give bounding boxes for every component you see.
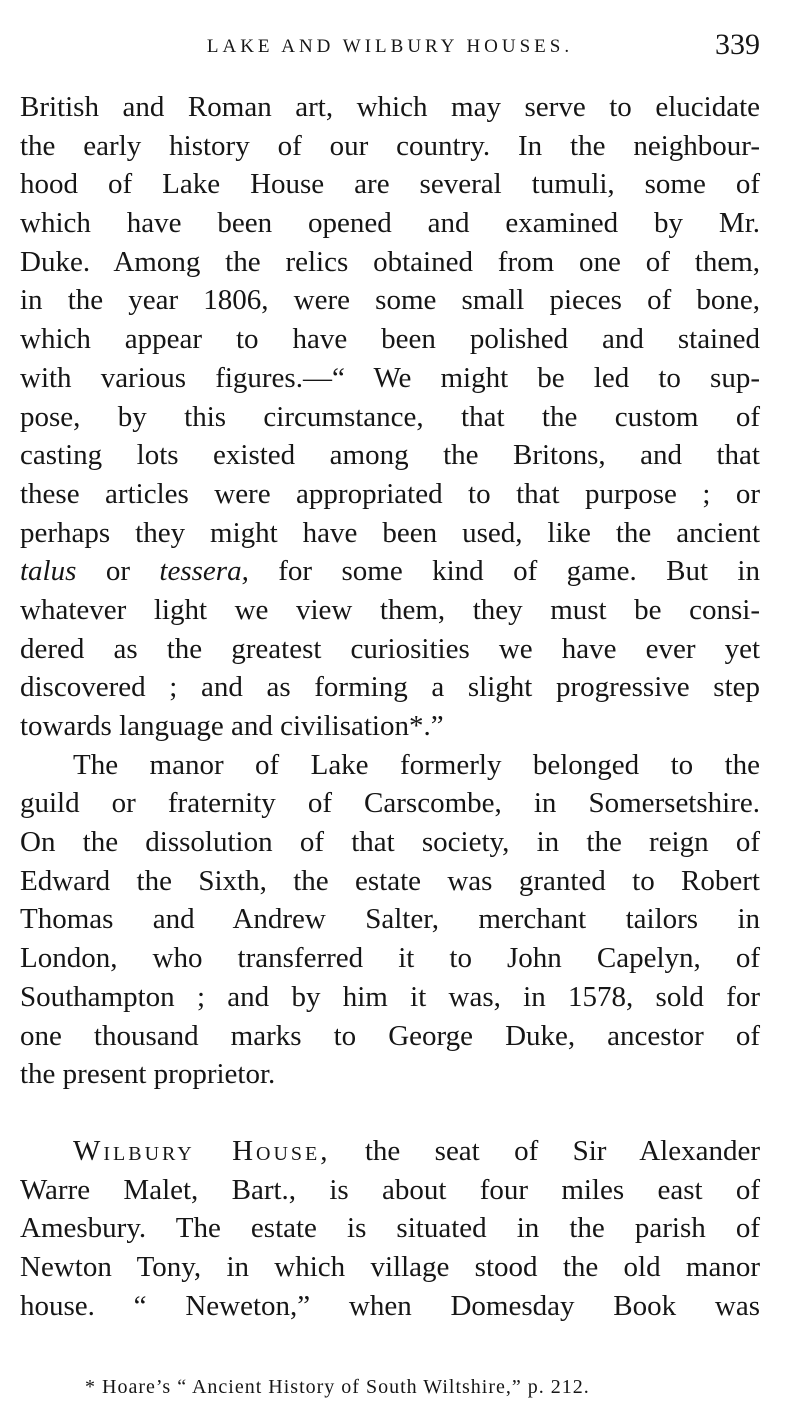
text-line: casting lots existed among the Britons, and that [20, 439, 760, 472]
section-gap [20, 1094, 760, 1132]
text-line-italic-terms [20, 552, 760, 591]
text-line: British and Roman art, which may serve to elucidate [20, 91, 760, 123]
footnote: * Hoare’s “ Ancient History of South Wiltshire,” p. 212. [85, 1376, 590, 1398]
text-line: Newton Tony, in which village stood the old manor [20, 1250, 760, 1283]
text-line: The manor of Lake formerly belonged to the [73, 748, 760, 781]
text-line: Southampton ; and by him it was, in 1578, sold for [20, 980, 760, 1013]
text-line: discovered ; and as forming a slight progressive step [20, 671, 760, 704]
italic-tessera: tessera, [159, 555, 249, 588]
text-line: the early history of our country. In the neighbour- [20, 129, 760, 162]
text-line: towards language and civilisation*.” [20, 710, 444, 742]
text-line: these articles were appropriated to that purpose ; or [20, 477, 760, 510]
text-line: in the year 1806, were some small pieces of bone, [20, 284, 760, 317]
text-line: Warre Malet, Bart., is about four miles east of [20, 1173, 760, 1206]
text-line: Duke. Among the relics obtained from one of them, [20, 245, 760, 278]
italic-talus: talus [20, 555, 77, 588]
text-line: perhaps they might have been used, like the ancient [20, 516, 760, 549]
text-line: guild or fraternity of Carscombe, in Somersetshire. [20, 787, 760, 820]
text-line: London, who transferred it to John Capelyn, of [20, 942, 760, 975]
body-text [20, 88, 760, 1325]
text-line-wilbury [20, 1132, 760, 1171]
text-line: the present proprietor. [20, 1058, 276, 1091]
text-line: which appear to have been polished and stained [20, 323, 760, 356]
text-line: which have been opened and examined by Mr. [20, 207, 760, 240]
page-number: 339 [715, 28, 760, 61]
text-line: dered as the greatest curiosities we have ever yet [20, 632, 760, 665]
text-line: pose, by this circumstance, that the custom of [20, 400, 760, 433]
text-line: whatever light we view them, they must be consi- [20, 593, 760, 626]
text-line: one thousand marks to George Duke, ancestor of [20, 1019, 760, 1052]
text-line: hood of Lake House are several tumuli, some of [20, 168, 760, 201]
small-caps-heading: Wilbury House, [73, 1134, 331, 1167]
text-fragment: the seat of Sir Alexander [330, 1134, 760, 1167]
text-line: house. “ Neweton,” when Domesday Book was [20, 1289, 760, 1322]
text-line: Edward the Sixth, the estate was granted to Robert [20, 864, 760, 897]
text-line: Amesbury. The estate is situated in the parish of [20, 1212, 760, 1245]
text-fragment: or [76, 555, 160, 588]
text-line: Thomas and Andrew Salter, merchant tailors in [20, 903, 760, 936]
text-line: with various figures.—“ We might be led to sup- [20, 361, 760, 394]
running-title: LAKE AND WILBURY HOUSES. [206, 36, 574, 57]
running-head [20, 26, 760, 66]
text-fragment: for some kind of game. But in [248, 555, 760, 588]
text-line: On the dissolution of that society, in the reign of [20, 826, 760, 859]
